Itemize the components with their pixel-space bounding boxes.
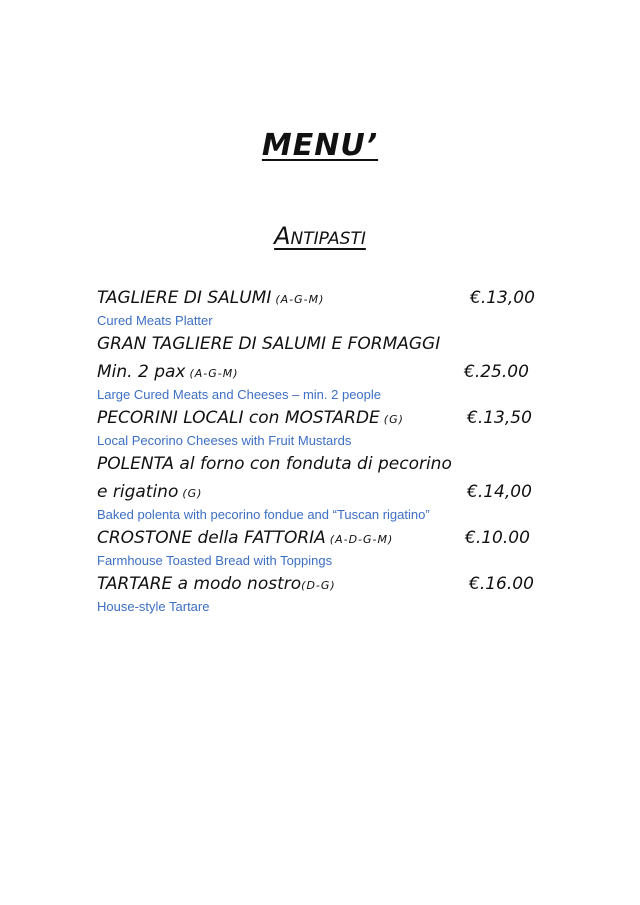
- allergen-codes: (G): [383, 413, 404, 426]
- menu-list: [97, 286, 542, 618]
- menu-item-price: €.14,00: [467, 482, 532, 502]
- menu-item-description: Large Cured Meats and Cheeses – min. 2 people: [97, 387, 382, 402]
- menu-item-name: CROSTONE della FATTORIA (A-D-G-M) €.10.00: [97, 528, 530, 548]
- menu-item-name: PECORINI LOCALI con MOSTARDE (G) €.13,50: [97, 408, 532, 428]
- menu-item-name-continued: e rigatino (G) €.14,00: [97, 482, 532, 502]
- allergen-codes: (A-D-G-M): [329, 533, 394, 546]
- menu-item-name: POLENTA al forno con fonduta di pecorino: [97, 454, 452, 474]
- menu-item-price: €.25.00: [464, 362, 529, 382]
- section-title-antipasti: Antipasti: [274, 222, 366, 250]
- menu-item-name: TARTARE a modo nostro(D-G) €.16.00: [97, 574, 534, 594]
- menu-item-name-continued: Min. 2 pax (A-G-M) €.25.00: [97, 362, 529, 382]
- menu-item-description: Farmhouse Toasted Bread with Toppings: [97, 553, 333, 568]
- menu-item-description: Local Pecorino Cheeses with Fruit Mustards: [97, 433, 352, 448]
- allergen-codes: (G): [182, 487, 203, 500]
- menu-title: MENU’: [261, 128, 379, 163]
- menu-item-description: House-style Tartare: [97, 599, 210, 614]
- menu-item-name: TAGLIERE DI SALUMI (A-G-M) €.13,00: [97, 288, 535, 308]
- menu-item-price: €.13,50: [467, 408, 532, 428]
- menu-item-price: €.10.00: [465, 528, 530, 548]
- menu-item-price: €.16.00: [469, 574, 534, 594]
- allergen-codes: (D-G): [301, 579, 336, 592]
- menu-item-price: €.13,00: [470, 288, 535, 308]
- menu-item-name: GRAN TAGLIERE DI SALUMI E FORMAGGI: [97, 334, 441, 354]
- menu-item-description: Baked polenta with pecorino fondue and “Tuscan rigatino”: [97, 507, 430, 522]
- menu-item-description: Cured Meats Platter: [97, 313, 213, 328]
- allergen-codes: (A-G-M): [189, 367, 239, 380]
- allergen-codes: (A-G-M): [275, 293, 325, 306]
